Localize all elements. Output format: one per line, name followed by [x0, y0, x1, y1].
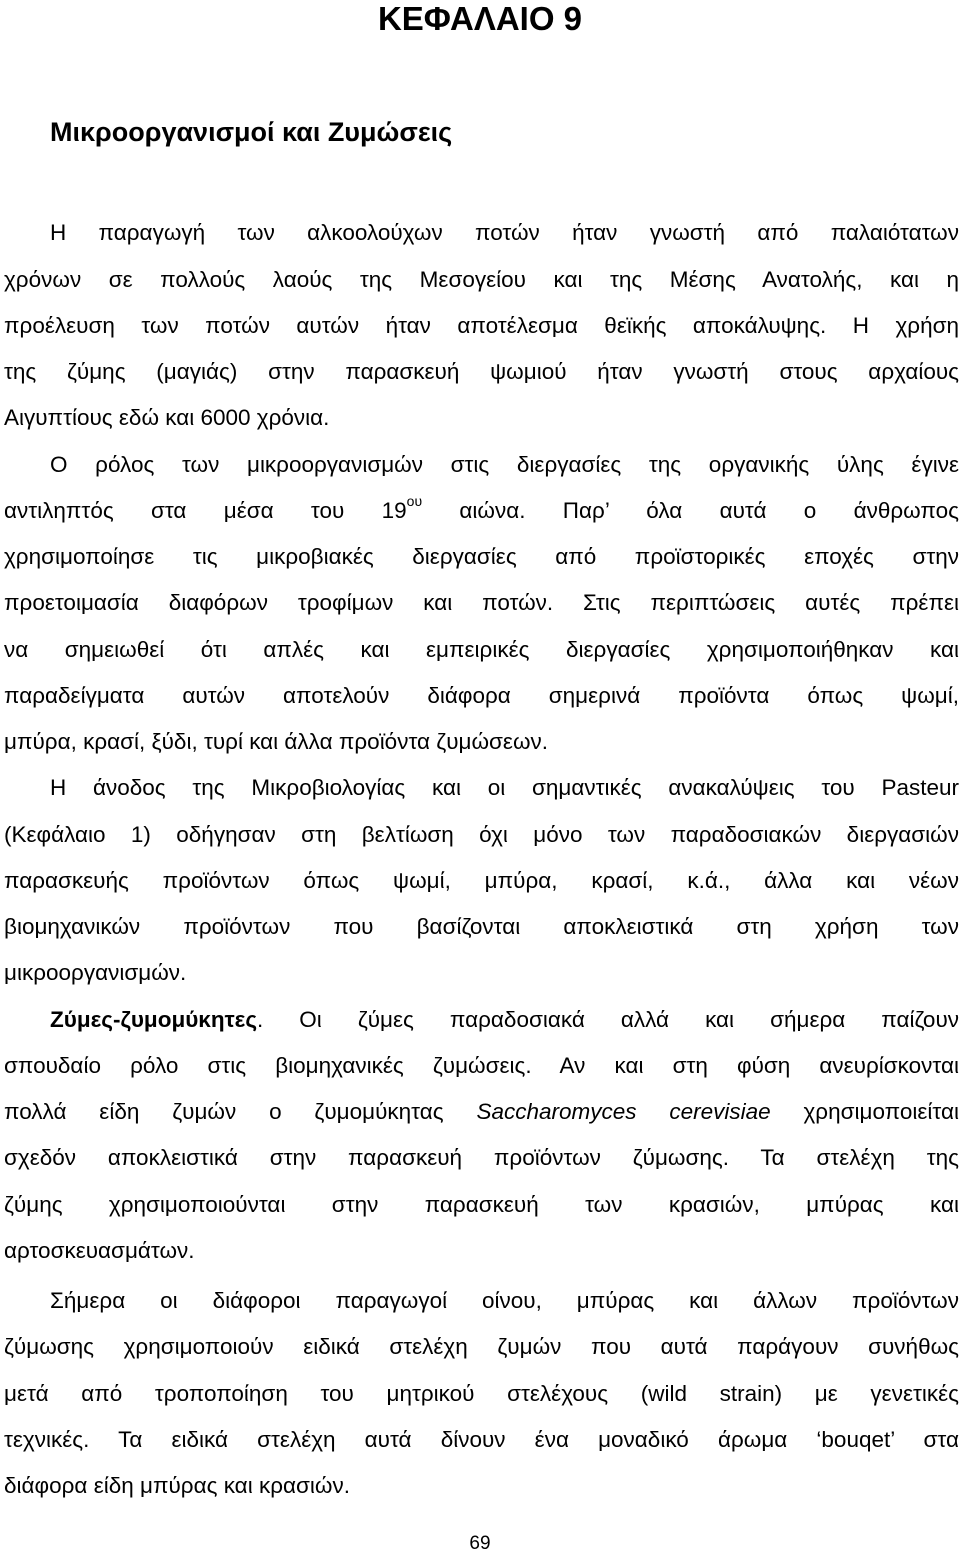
paragraph-line: να σημειωθεί ότι απλές και εμπειρικές διεργασίες χρησιμοποιήθηκαν και [4, 637, 959, 662]
paragraph-line [50, 1005, 959, 1035]
line-segment: αντιληπτός στα μέσα του 19 [4, 498, 407, 523]
paragraph-line: χρόνων σε πολλούς λαούς της Μεσογείου και της Μέσης Ανατολής, και η [4, 267, 959, 292]
paragraph-line: προετοιμασία διαφόρων τροφίμων και ποτών. Στις περιπτώσεις αυτές πρέπει [4, 590, 959, 615]
paragraph-line: βιομηχανικών προϊόντων που βασίζονται αποκλειστικά στη χρήση των [4, 914, 959, 939]
paragraph-line: της ζύμης (μαγιάς) στην παρασκευή ψωμιού ήταν γνωστή στους αρχαίους [4, 359, 959, 384]
section-title: Μικροοργανισμοί και Ζυμώσεις [50, 117, 453, 147]
paragraph-line: Αιγυπτίους εδώ και 6000 χρόνια. [4, 405, 330, 430]
paragraph-line: μετά από τροποποίηση του μητρικού στελέχους (wild strain) με γενετικές [4, 1381, 959, 1406]
paragraph-line: τεχνικές. Τα ειδικά στελέχη αυτά δίνουν ένα μοναδικό άρωμα ‘bouqet’ στα [4, 1427, 959, 1452]
line-segment: . Οι ζύμες παραδοσιακά αλλά και σήμερα παίζουν [257, 1007, 959, 1032]
page-number: 69 [469, 1533, 491, 1554]
paragraph-line: ζύμης χρησιμοποιούνται στην παρασκευή των κρασιών, μπύρας και [4, 1192, 959, 1217]
paragraph-line: Η άνοδος της Μικροβιολογίας και οι σημαντικές ανακαλύψεις του Pasteur [50, 775, 959, 800]
paragraph-line: Σήμερα οι διάφοροι παραγωγοί οίνου, μπύρας και άλλων προϊόντων [50, 1288, 959, 1313]
paragraph-line: ζύμωσης χρησιμοποιούν ειδικά στελέχη ζυμών που αυτά παράγουν συνήθως [4, 1334, 959, 1359]
paragraph-line: αρτοσκευασμάτων. [4, 1238, 195, 1263]
paragraph-line: σπουδαίο ρόλο στις βιομηχανικές ζυμώσεις. Αν και στη φύση ανευρίσκονται [4, 1053, 959, 1078]
paragraph-line: διάφορα είδη μπύρας και κρασιών. [4, 1473, 350, 1498]
paragraph-line: Η παραγωγή των αλκοολούχων ποτών ήταν γνωστή από παλαιότατων [50, 220, 959, 245]
line-segment: χρησιμοποιείται [770, 1099, 959, 1124]
line-segment: αιώνα. Παρ’ όλα αυτά ο άνθρωπος [422, 498, 959, 523]
italic-species-name: Saccharomyces cerevisiae [476, 1099, 771, 1124]
paragraph-line: προέλευση των ποτών αυτών ήταν αποτέλεσμα θεϊκής αποκάλυψης. Η χρήση [4, 313, 959, 338]
paragraph-line [4, 1097, 959, 1127]
paragraph-line: παραδείγματα αυτών αποτελούν διάφορα σημερινά προϊόντα όπως ψωμί, [4, 683, 959, 708]
paragraph-line: μικροοργανισμών. [4, 960, 187, 985]
line-segment: πολλά είδη ζυμών ο ζυμομύκητας [4, 1099, 477, 1124]
paragraph-line: μπύρα, κρασί, ξύδι, τυρί και άλλα προϊόντα ζυμώσεων. [4, 729, 549, 754]
paragraph-line: σχεδόν αποκλειστικά στην παρασκευή προϊόντων ζύμωσης. Τα στελέχη της [4, 1145, 959, 1170]
superscript-ordinal: ου [406, 492, 423, 509]
paragraph-line: παρασκευής προϊόντων όπως ψωμί, μπύρα, κρασί, κ.ά., άλλα και νέων [4, 868, 959, 893]
paragraph-line: χρησιμοποίησε τις μικροβιακές διεργασίες από προϊστορικές εποχές στην [4, 544, 959, 569]
paragraph-line [4, 492, 959, 526]
bold-term: Ζύμες-ζυμομύκητες [50, 1007, 258, 1032]
paragraph-line: Ο ρόλος των μικροοργανισμών στις διεργασίες της οργανικής ύλης έγινε [50, 452, 959, 477]
chapter-title: ΚΕΦΑΛΑΙΟ 9 [377, 0, 583, 37]
paragraph-line: (Κεφάλαιο 1) οδήγησαν στη βελτίωση όχι μόνο των παραδοσιακών διεργασιών [4, 822, 959, 847]
